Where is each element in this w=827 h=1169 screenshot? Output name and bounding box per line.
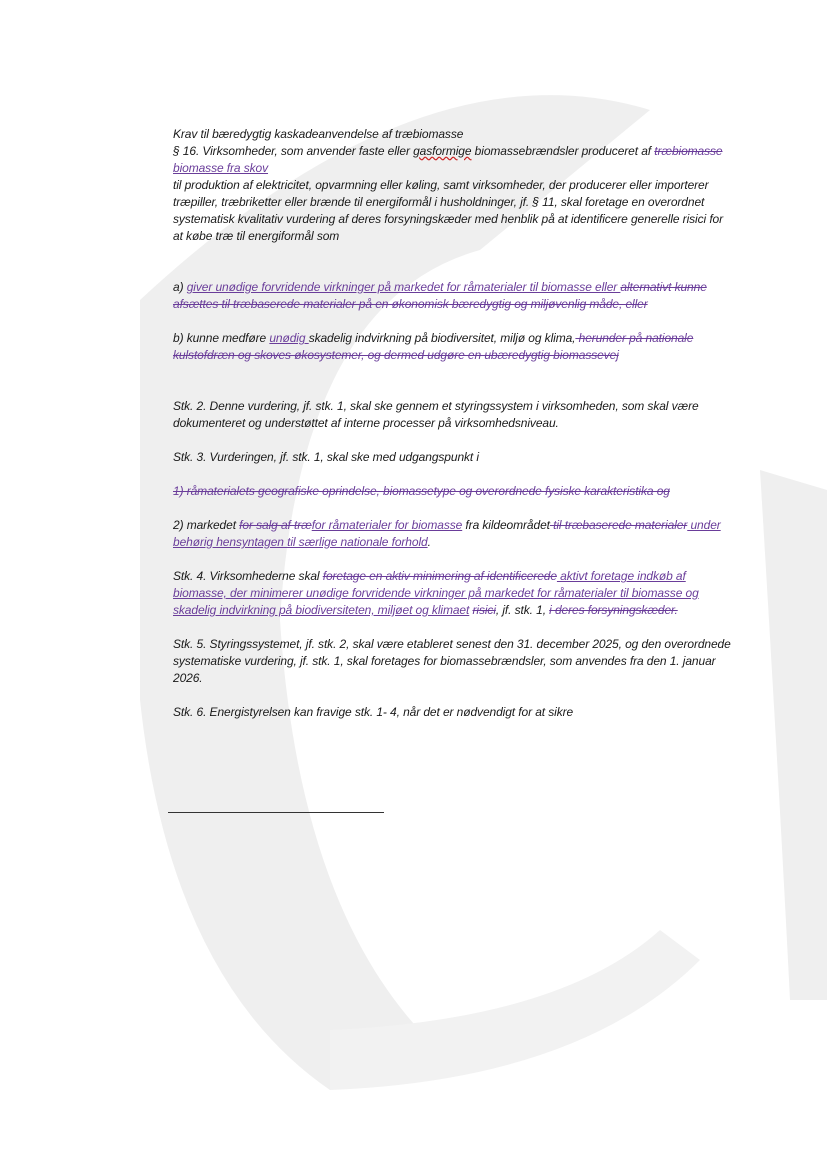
stk4-insertion: aktivt foretage indkøb af biomasse, der minimerer unødige forvridende virkninger på markedet for råmaterialer til biomasse og skadelig indvirkning på biodiversiteten, miljøet og klimaet xyxy=(173,569,699,617)
stk-5: Stk. 5. Styringssystemet, jf. stk. 2, skal være etableret senest den 31. december 2025, og den overordnede systematiske vurdering, jf. stk. 1, skal foretages for biomassebrændsler, som anvendes fra den 1. januar 2026. xyxy=(173,637,731,685)
item-a-prefix: a) xyxy=(173,280,187,294)
item-2-insertion-2: under behørig hensyntagen til særlige nationale forhold xyxy=(173,518,721,549)
footnote-separator xyxy=(168,812,384,813)
stk-3: Stk. 3. Vurderingen, jf. stk. 1, skal ske med udgangspunkt i xyxy=(173,450,479,464)
p16-deletion: træbiomasse xyxy=(654,144,723,158)
item-2-text-c: . xyxy=(427,535,431,549)
stk4-deletion-1: foretage en aktiv minimering af identificerede xyxy=(322,569,557,583)
p16-text-b: biomassebrændsler produceret af xyxy=(471,144,655,158)
stk4-deletion-2: risici xyxy=(472,603,496,617)
stk4-deletion-3: i deres forsyningskæder. xyxy=(549,603,678,617)
stk4-text-c: , jf. stk. 1, xyxy=(495,603,550,617)
p16-text-a: § 16. Virksomheder, som anvender faste eller xyxy=(173,144,414,158)
item-a xyxy=(173,279,733,313)
stk4-text-a: Stk. 4. Virksomhederne skal xyxy=(173,569,323,583)
stk-6: Stk. 6. Energistyrelsen kan fravige stk. 1- 4, når det er nødvendigt for at sikre xyxy=(173,705,574,719)
watermark-arc-right xyxy=(760,470,827,1000)
item-a-insertion: giver unødige forvridende virkninger på markedet for råmaterialer til biomasse eller xyxy=(186,280,621,294)
p16-text-c: til produktion af elektricitet, opvarmning eller køling, samt virksomheder, der producerer eller importerer træpiller, træbriketter eller brænde til energiformål i husholdninger, jf. § 11, skal foretage en overordnet systematisk kvalitativ vurdering af deres forsyningskæder med henblik på at identificere generelle risici for at købe træ til energiformål som xyxy=(173,178,724,243)
paragraph-16 xyxy=(173,143,733,245)
item-2 xyxy=(173,517,733,551)
p16-misspelled-word: gasformige xyxy=(413,144,472,158)
item-b-insertion: unødig xyxy=(269,331,309,345)
p16-insertion: biomasse fra skov xyxy=(173,161,269,175)
item-2-deletion-2: til træbaserede materialer xyxy=(549,518,688,532)
item-2-insertion-1: for råmaterialer for biomasse xyxy=(311,518,463,532)
item-2-text-a: 2) markedet xyxy=(173,518,240,532)
item-1-deleted: 1) råmaterialets geografiske oprindelse, biomassetype og overordnede fysiske karakteristika og xyxy=(173,484,670,498)
item-b-text-a: b) kunne medføre xyxy=(173,331,270,345)
item-2-text-b: fra kildeområdet xyxy=(462,518,550,532)
item-a-deletion: alternativt kunne afsættes til træbaserede materialer på en økonomisk bæredygtig og miljøvenlig måde, eller xyxy=(173,280,707,311)
document-heading: Krav til bæredygtig kaskadeanvendelse af træbiomasse xyxy=(173,127,464,141)
item-b xyxy=(173,330,733,364)
stk-4 xyxy=(173,568,733,619)
item-2-deletion-1: for salg af træ xyxy=(239,518,312,532)
stk-2: Stk. 2. Denne vurdering, jf. stk. 1, skal ske gennem et styringssystem i virksomheden, som skal være dokumenteret og understøttet af interne processer på virksomhedsniveau. xyxy=(173,399,699,430)
item-b-text-b: skadelig indvirkning på biodiversitet, miljø og klima, xyxy=(308,331,576,345)
item-b-deletion: herunder på nationale kulstofdræn og skoves økosystemer, og dermed udgøre en ubæredygtig biomassevej xyxy=(173,331,694,362)
document-body xyxy=(173,126,733,721)
